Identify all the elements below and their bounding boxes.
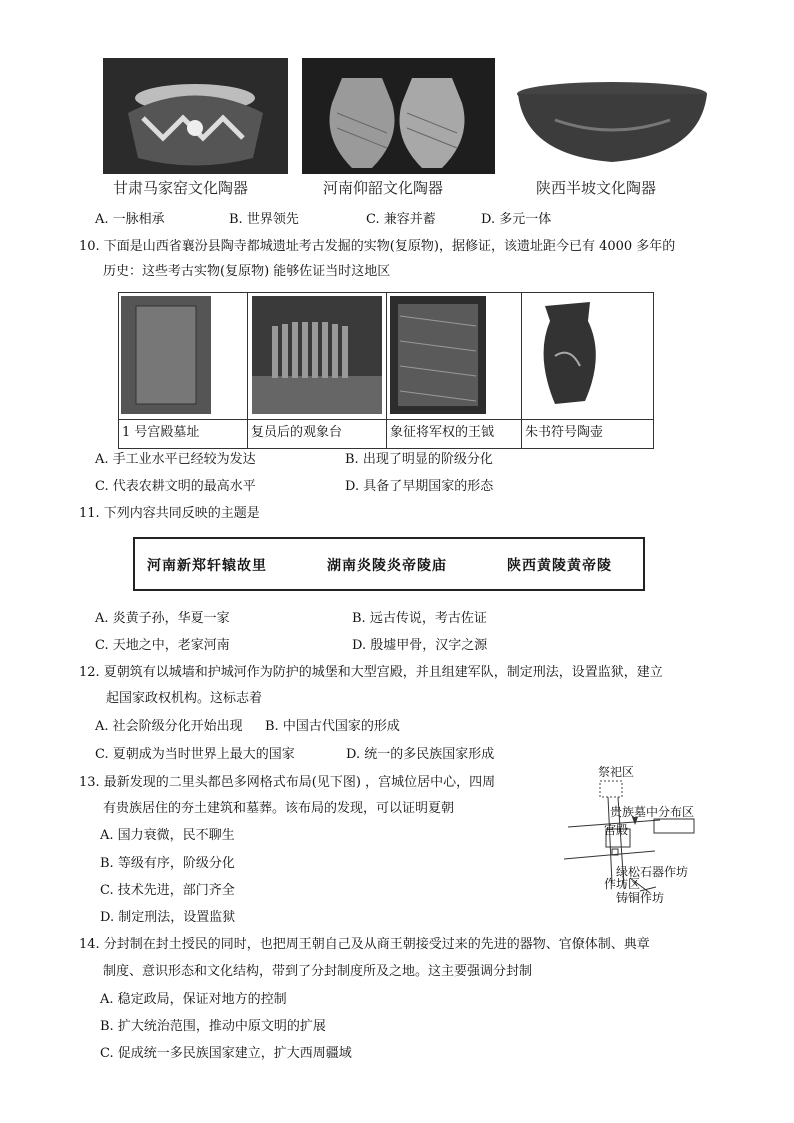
q11-option-a[interactable]: A. 炎黄子孙，华夏一家	[95, 611, 230, 626]
q13-option-d[interactable]: D. 制定刑法，设置监狱	[100, 910, 236, 925]
majiayao-pottery-image	[103, 58, 288, 174]
q11-option-b[interactable]: B. 远古传说，考古佐证	[352, 611, 487, 626]
q11-box-item-3: 陕西黄陵黄帝陵	[507, 558, 612, 574]
map-label-turquoise: 绿松石器作坊	[616, 865, 689, 879]
artifact-caption-observatory: 复员后的观象台	[248, 420, 387, 449]
q11-box-item-2: 湖南炎陵炎帝陵庙	[327, 558, 447, 574]
q11-option-d[interactable]: D. 殷墟甲骨，汉字之源	[352, 638, 488, 653]
map-label-workshop: 作坊区	[604, 877, 641, 891]
caption-banpo: 陕西半坡文化陶器	[536, 179, 657, 197]
q12-option-a[interactable]: A. 社会阶级分化开始出现	[95, 719, 243, 734]
artifact-caption-pot: 朱书符号陶壶	[522, 420, 654, 449]
q10-stem-line1: 10. 下面是山西省襄汾县陶寺都城遗址考古发掘的实物(复原物)，据修证，该遗址距今已有 4000 多年的	[79, 239, 676, 254]
q12-option-c[interactable]: C. 夏朝成为当时世界上最大的国家	[95, 747, 295, 762]
artifact-cell-tomb	[119, 293, 248, 420]
observatory-image	[252, 296, 382, 414]
q10-option-d[interactable]: D. 具备了早期国家的形态	[345, 479, 494, 494]
q13-stem-line1: 13. 最新发现的二里头都邑多网格式布局(见下图) ，宫城位居中心，四周	[79, 775, 496, 790]
q14-option-b[interactable]: B. 扩大统治范围，推动中原文明的扩展	[100, 1019, 326, 1034]
q10-option-c[interactable]: C. 代表农耕文明的最高水平	[95, 479, 256, 494]
majiayao-pottery-photo	[103, 58, 288, 174]
q12-option-d[interactable]: D. 统一的多民族国家形成	[346, 747, 495, 762]
q10-artifact-table	[118, 292, 654, 449]
q11-quote-box	[133, 537, 645, 591]
q9-option-a[interactable]: A. 一脉相承	[95, 212, 165, 227]
erlitou-layout-map	[560, 763, 700, 905]
q11-box-item-1: 河南新郑轩辕故里	[147, 558, 267, 574]
artifact-cell-observatory	[248, 293, 387, 420]
artifact-cell-axe	[387, 293, 522, 420]
q12-stem-line2: 起国家政权机构。这标志着	[106, 691, 263, 706]
q13-option-c[interactable]: C. 技术先进，部门齐全	[100, 883, 235, 898]
q12-stem-line1: 12. 夏朝筑有以城墙和护城河作为防护的城堡和大型宫殿，并且组建军队，制定刑法，设置监狱，建立	[79, 665, 663, 680]
map-label-palace: 宫殿	[604, 823, 629, 837]
q13-option-b[interactable]: B. 等级有序，阶级分化	[100, 856, 235, 871]
q13-option-a[interactable]: A. 国力衰微，民不聊生	[100, 828, 235, 843]
q10-stem-line2: 历史：这些考古实物(复原物) 能够佐证当时这地区	[103, 264, 391, 279]
q10-option-b[interactable]: B. 出现了明显的阶级分化	[345, 452, 493, 467]
yangshao-pottery-image	[302, 58, 495, 174]
q9-option-c[interactable]: C. 兼容并蓄	[366, 212, 436, 227]
q11-option-c[interactable]: C. 天地之中，老家河南	[95, 638, 230, 653]
q12-option-b[interactable]: B. 中国古代国家的形成	[265, 719, 400, 734]
banpo-pottery-image	[515, 80, 710, 165]
q14-stem-line1: 14. 分封制在封土授民的同时，也把周王朝自己及从商王朝接受过来的先进的器物、官僚体制、典章	[79, 937, 650, 952]
map-label-noble: 贵族墓中分布区	[610, 805, 695, 819]
caption-majiayao: 甘肃马家窑文化陶器	[113, 179, 249, 197]
map-label-bronze: 铸铜作坊	[616, 891, 665, 905]
yangshao-pottery-photo	[302, 58, 495, 174]
q14-stem-line2: 制度、意识形态和文化结构，带到了分封制度所及之地。这主要强调分封制	[103, 964, 533, 979]
caption-yangshao: 河南仰韶文化陶器	[323, 179, 444, 197]
artifact-caption-tomb: 1 号宫殿墓址	[119, 420, 248, 449]
axe-image	[390, 296, 486, 414]
tomb-image	[121, 296, 211, 414]
q14-option-a[interactable]: A. 稳定政局，保证对地方的控制	[100, 992, 287, 1007]
q9-option-d[interactable]: D. 多元一体	[481, 212, 552, 227]
map-label-sacrifice: 祭祀区	[598, 765, 635, 779]
artifact-caption-axe: 象征将军权的王钺	[387, 420, 522, 449]
artifact-cell-pot	[522, 293, 654, 420]
q13-stem-line2: 有贵族居住的夯土建筑和墓葬。该布局的发现，可以证明夏朝	[103, 801, 455, 816]
pot-image	[530, 296, 610, 414]
q11-stem: 11. 下列内容共同反映的主题是	[79, 506, 260, 521]
q14-option-c[interactable]: C. 促成统一多民族国家建立，扩大西周疆域	[100, 1046, 352, 1061]
q10-option-a[interactable]: A. 手工业水平已经较为发达	[95, 452, 256, 467]
banpo-pottery-photo	[515, 80, 710, 165]
q9-option-b[interactable]: B. 世界领先	[229, 212, 299, 227]
